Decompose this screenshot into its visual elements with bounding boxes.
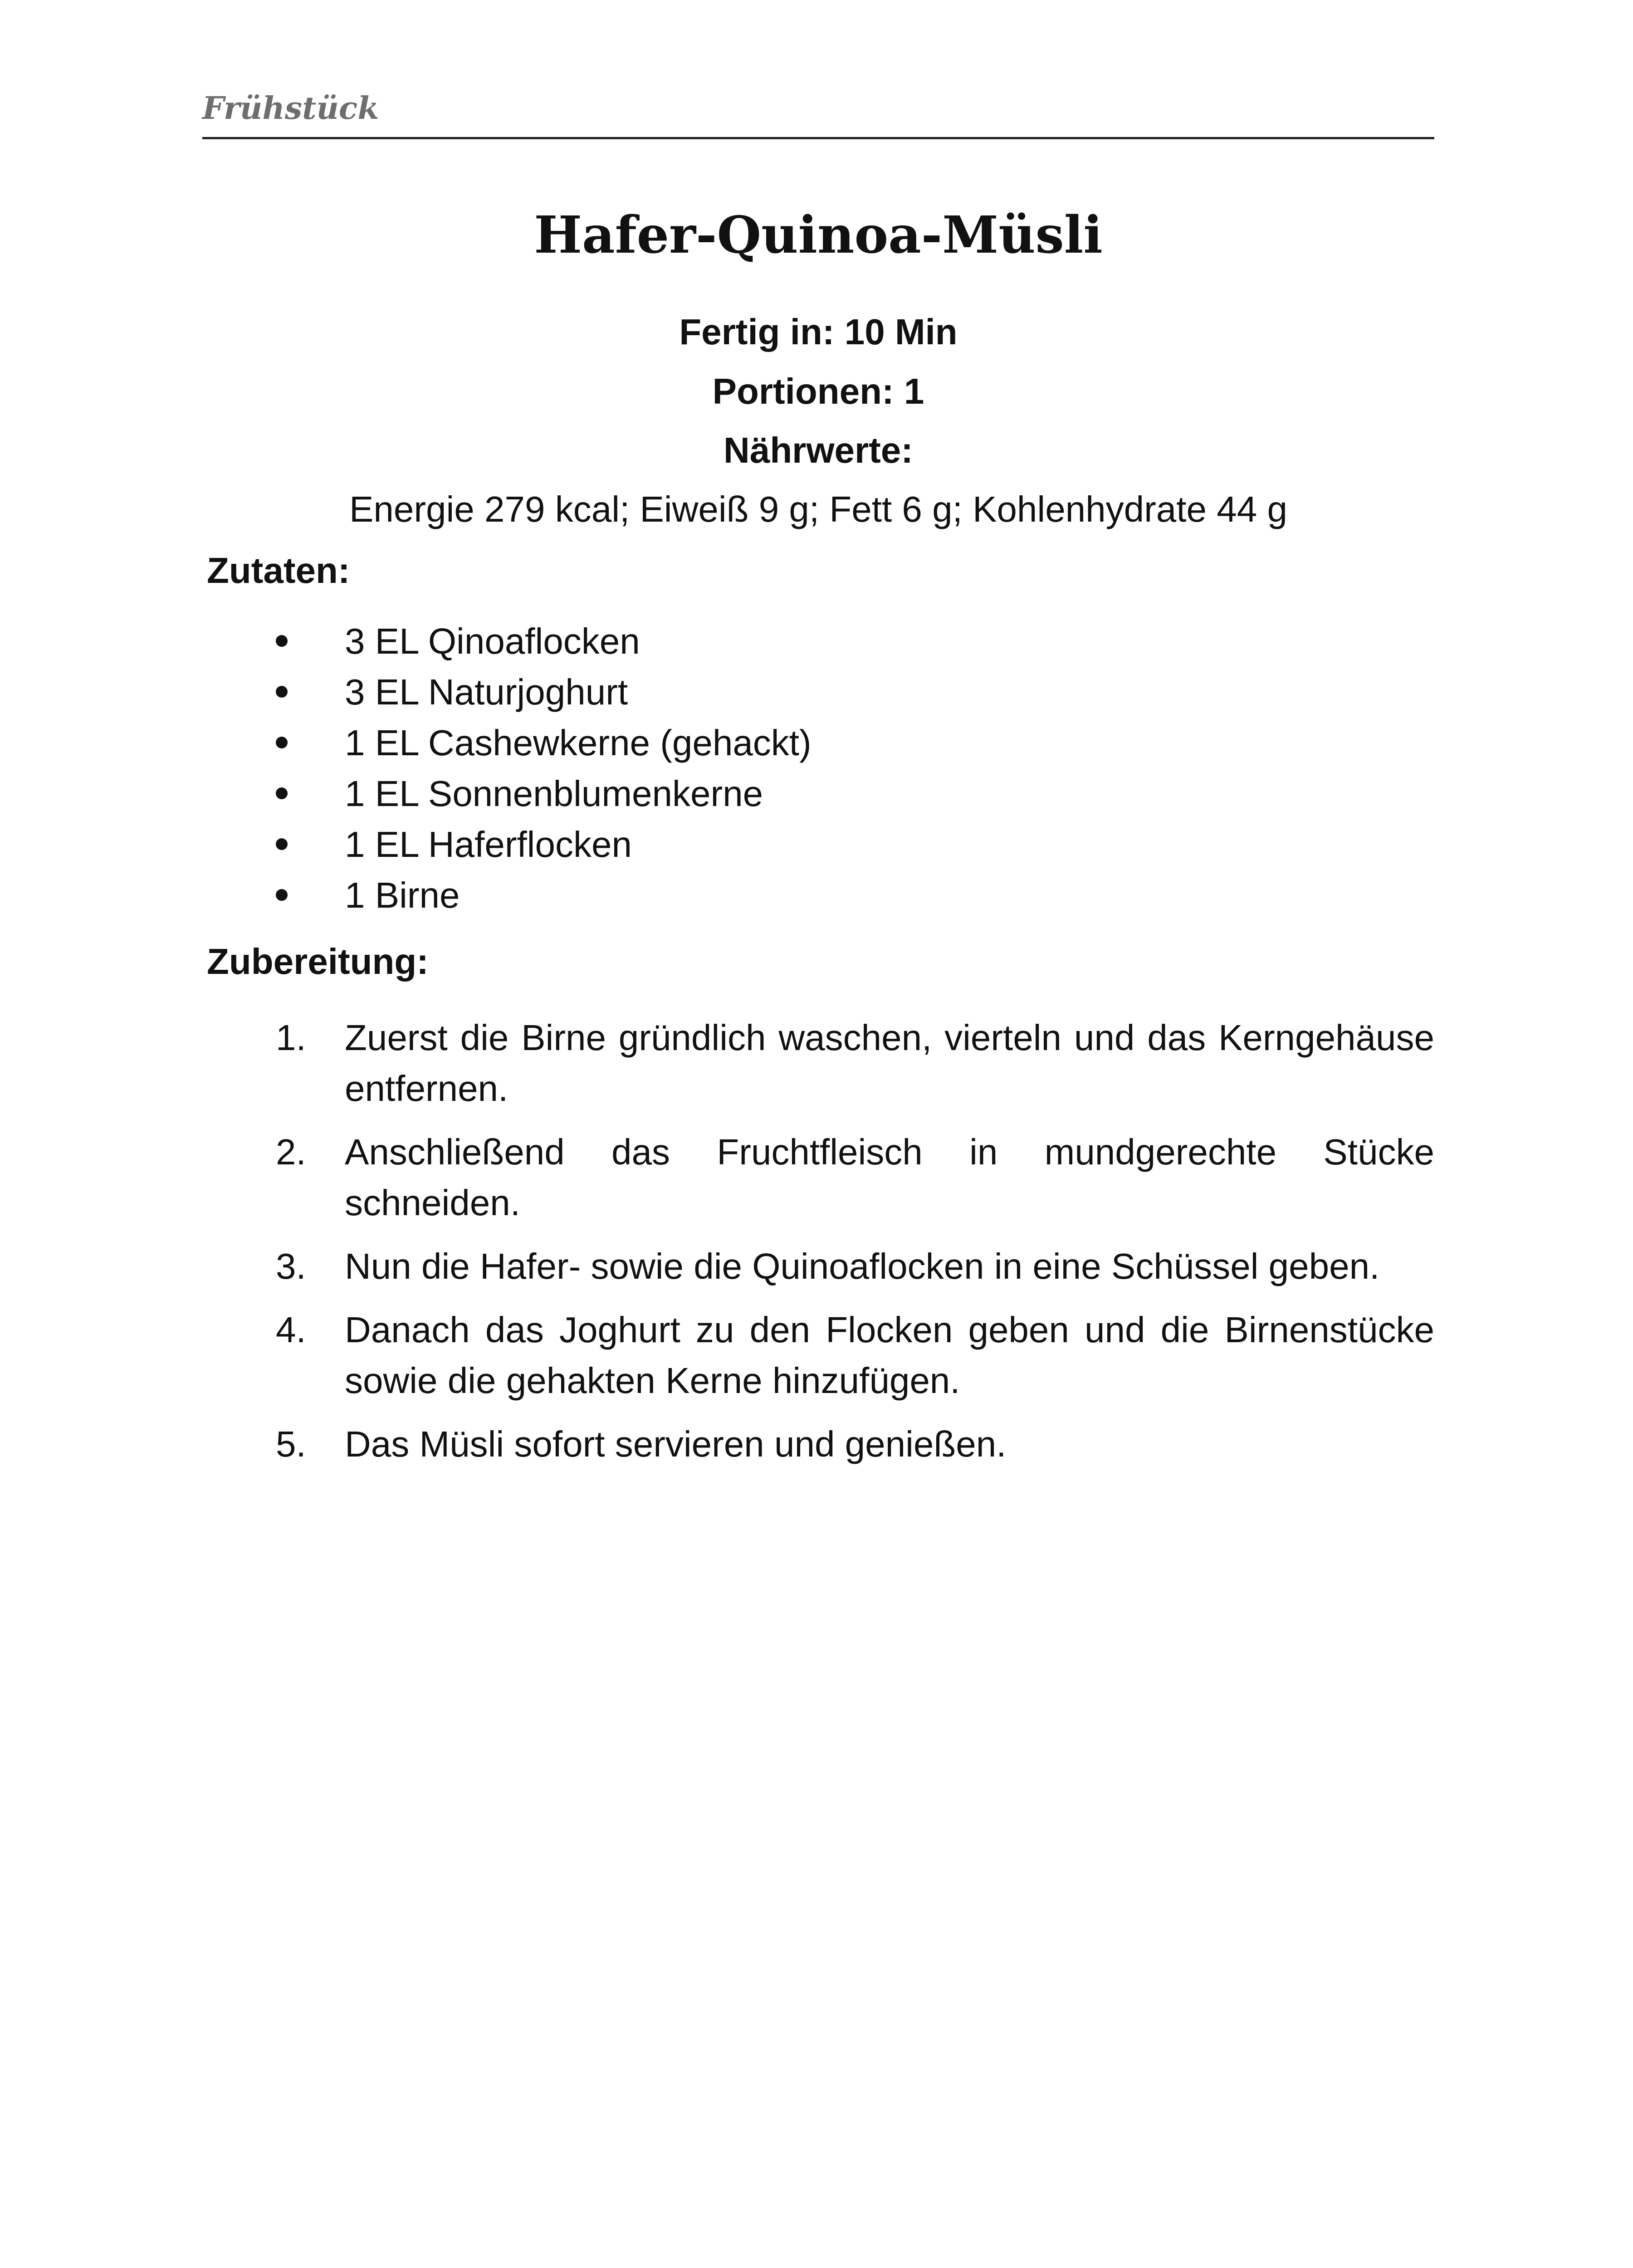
ingredients-list (263, 616, 812, 921)
step-item (263, 1127, 1434, 1228)
preparation-steps (263, 1012, 1434, 1482)
step-item (263, 1012, 1434, 1114)
step-number: 5. (276, 1424, 306, 1464)
step-number: 2. (276, 1132, 306, 1172)
ingredient-text: 1 EL Cashewkerne (gehackt) (345, 723, 812, 763)
step-text: Nun die Hafer- sowie die Quinoaflocken in eine Schüssel geben. (345, 1246, 1380, 1286)
bullet-icon (276, 635, 288, 647)
step-number: 4. (276, 1310, 306, 1350)
step-item (263, 1305, 1434, 1406)
ingredient-item (263, 616, 812, 667)
ingredient-item (263, 819, 812, 870)
nutrition-values: Energie 279 kcal; Eiweiß 9 g; Fett 6 g; Kohlenhydrate 44 g (349, 489, 1287, 529)
running-header: Frühstück (202, 90, 379, 127)
step-text: Danach das Joghurt zu den Flocken geben und die Birnenstücke sowie die gehakten Kerne hinzufügen. (345, 1310, 1434, 1401)
bullet-icon (276, 838, 288, 850)
header-divider (202, 137, 1434, 139)
bullet-icon (276, 889, 288, 901)
ingredient-item (263, 870, 812, 921)
step-number: 3. (276, 1246, 306, 1286)
ingredient-text: 3 EL Qinoaflocken (345, 621, 640, 661)
step-text: Zuerst die Birne gründlich waschen, vierteln und das Kerngehäuse entfernen. (345, 1017, 1434, 1109)
step-item (263, 1241, 1434, 1292)
bullet-icon (276, 787, 288, 799)
recipe-title: Hafer-Quinoa-Müsli (534, 205, 1103, 265)
ingredient-item (263, 667, 812, 718)
ingredient-item (263, 768, 812, 819)
ingredient-text: 1 Birne (345, 875, 460, 915)
ingredients-heading: Zutaten: (207, 550, 350, 591)
servings: Portionen: 1 (712, 371, 924, 411)
ingredient-text: 1 EL Sonnenblumenkerne (345, 773, 763, 814)
step-text: Anschließend das Fruchtfleisch in mundgerechte Stücke schneiden. (345, 1132, 1434, 1223)
preparation-heading: Zubereitung: (207, 941, 429, 982)
step-text: Das Müsli sofort servieren und genießen. (345, 1424, 1007, 1464)
ingredient-text: 1 EL Haferflocken (345, 824, 632, 865)
ingredient-item (263, 718, 812, 768)
bullet-icon (276, 686, 288, 698)
bullet-icon (276, 737, 288, 748)
ready-time: Fertig in: 10 Min (679, 312, 958, 352)
step-number: 1. (276, 1017, 306, 1058)
ingredient-text: 3 EL Naturjoghurt (345, 672, 628, 712)
nutrition-label: Nährwerte: (724, 430, 913, 470)
step-item (263, 1419, 1434, 1470)
